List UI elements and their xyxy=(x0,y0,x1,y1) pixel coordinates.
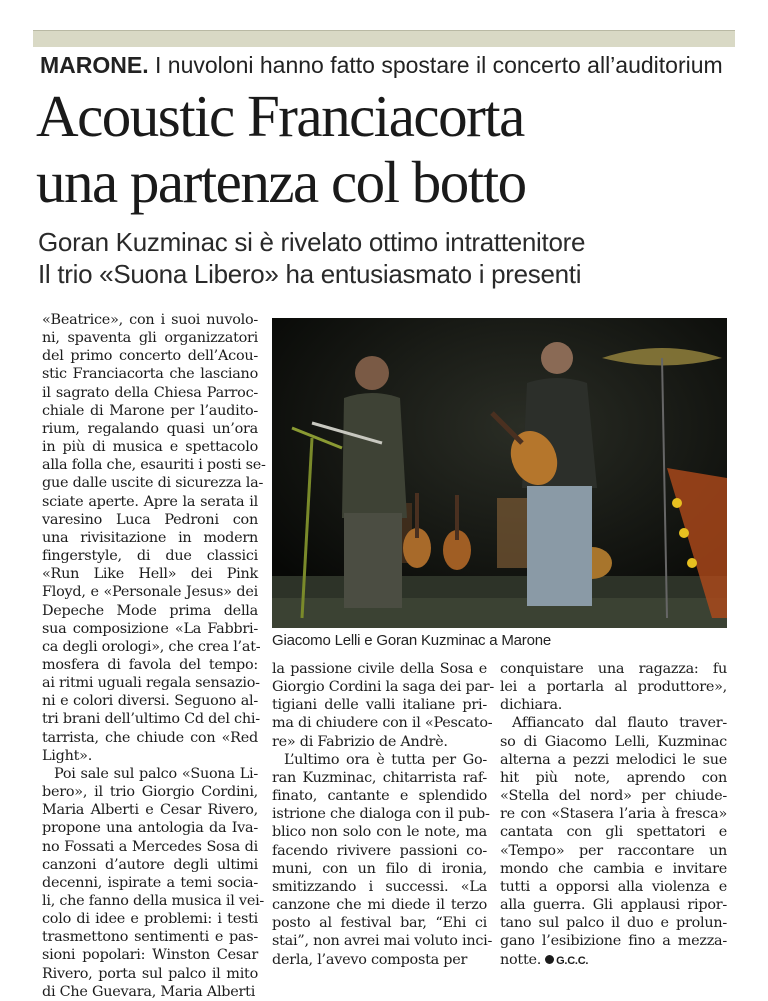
text-line: smitizzando i successi. «La xyxy=(272,878,487,895)
text-line: mosfera di favola del tempo: xyxy=(42,656,258,673)
text-line: derla, l’avevo composta per xyxy=(272,951,468,968)
text-line: una rivisitazione in modern xyxy=(42,529,258,546)
text-line: no Fossati a Mercedes Sosa di xyxy=(42,838,258,855)
text-line: rium, regalando quasi un’ora xyxy=(42,420,258,437)
text-line: notte. xyxy=(500,951,542,968)
text-line: alla guerra. Gli applausi ripor- xyxy=(500,897,727,914)
text-line: ca degli orologi», che crea l’at- xyxy=(42,638,261,655)
text-line: la passione civile della Sosa e xyxy=(272,661,487,677)
text-line: mondo che cambia e invitare xyxy=(500,860,727,877)
text-line: Poi sale sul palco «Suona Li- xyxy=(54,765,258,782)
text-line: «Stella del nord» per chiude- xyxy=(500,788,727,805)
text-line: hit più note, aprendo con xyxy=(500,769,727,786)
bullet-dot-icon xyxy=(545,955,554,964)
header-rule-bar xyxy=(33,30,735,47)
text-line: ni e colori diversi. Seguono al- xyxy=(42,693,258,710)
text-line: del primo concerto dell’Acou- xyxy=(42,348,258,365)
headline-line-2: una partenza col botto xyxy=(36,149,526,215)
text-line: re» di Fabrizio de Andrè. xyxy=(272,733,448,750)
text-line: alla folla che, esauriti i posti se- xyxy=(42,457,266,474)
text-line: sioni popolari: Winston Cesar xyxy=(42,947,258,964)
text-line: posto al festival bar, “Ehi ci xyxy=(272,915,487,932)
photo-caption: Giacomo Lelli e Goran Kuzminac a Marone xyxy=(272,632,552,649)
text-line: finato, cantante e splendido xyxy=(272,788,487,805)
text-line: sua composizione «La Fabbri- xyxy=(42,620,258,637)
text-line: tarrista, che chiude con «Red xyxy=(42,729,258,746)
headline-line-1: Acoustic Franciacorta xyxy=(36,83,524,149)
text-line: ni, spaventa gli organizzatori xyxy=(42,330,258,347)
text-line: ai ritmi uguali regala sensazio- xyxy=(42,675,260,692)
text-line: facendo rivivere passioni co- xyxy=(272,842,487,859)
text-line: conquistare una ragazza: fu xyxy=(500,661,727,677)
text-line: decenni, ispirate a temi socia- xyxy=(42,874,258,891)
subheadline xyxy=(38,226,738,290)
text-line: dichiara. xyxy=(500,697,563,714)
text-line: trasmettono sentimenti e pas- xyxy=(42,929,258,946)
text-line: Light». xyxy=(42,747,93,764)
text-line: li, che fanno della musica il vei- xyxy=(42,893,265,909)
text-line: Maria Alberti e Cesar Rivero, xyxy=(42,802,258,819)
author-signature: G.C.C. xyxy=(556,954,589,967)
text-line: di Che Guevara, Maria Alberti xyxy=(42,983,256,1000)
text-line: bero», il trio Giorgio Cordini, xyxy=(42,784,258,801)
text-line: ran Kuzminac, chitarrista raf- xyxy=(272,769,487,786)
text-line: Affiancato dal flauto traver- xyxy=(512,715,727,732)
text-line: lei a portarla al produttore», xyxy=(500,679,727,696)
concert-stage-illustration xyxy=(272,318,727,628)
kicker-place: MARONE. xyxy=(40,52,149,78)
kicker-text: I nuvoloni hanno fatto spostare il concerto all’auditorium xyxy=(148,52,723,78)
kicker xyxy=(40,52,723,79)
text-line: istrione che dialoga con il pub- xyxy=(272,806,490,823)
text-line: tigiani delle valli italiane pri- xyxy=(272,697,487,714)
article-column-3 xyxy=(500,660,727,970)
text-line: Floyd, e «Personale Jesus» dei xyxy=(42,584,258,601)
text-line: colo di idee e problemi: i testi xyxy=(42,911,258,928)
text-line: chiale di Marone per l’audito- xyxy=(42,402,258,419)
text-line: fingerstyle, di due classici xyxy=(42,548,258,565)
text-line: re con «Stasera l’aria à fresca» xyxy=(500,806,727,823)
text-line: «Beatrice», con i suoi nuvolo- xyxy=(42,312,258,328)
text-line: Depeche Mode prima della xyxy=(42,602,258,619)
text-line: ma di chiudere con il «Pescato- xyxy=(272,715,493,732)
subheadline-line-1: Goran Kuzminac si è rivelato ottimo intrattenitore xyxy=(38,227,586,257)
text-line: propone una antologia da Iva- xyxy=(42,820,258,837)
subheadline-line-2: Il trio «Suona Libero» ha entusiasmato i presenti xyxy=(38,259,582,289)
text-line: cantata con gli spettatori e xyxy=(500,824,727,841)
text-line: alterna a pezzi melodici le sue xyxy=(500,751,727,768)
text-line: in più di musica e spettacolo xyxy=(42,439,258,456)
article-column-2 xyxy=(272,660,495,969)
text-line: stai”, non avrei mai voluto inci- xyxy=(272,933,493,950)
text-line: canzoni d’autore degli ultimi xyxy=(42,856,258,873)
text-line: canzone che mi diede il terzo xyxy=(272,897,487,914)
text-line: tri brani dell’ultimo Cd del chi- xyxy=(42,711,260,728)
text-line: so di Giacomo Lelli, Kuzminac xyxy=(500,733,727,750)
text-line: L’ultimo ora è tutta per Go- xyxy=(284,751,487,768)
text-line: tano sul palco il duo e prolun- xyxy=(500,915,727,932)
article-column-1 xyxy=(42,311,266,1001)
text-line: Giorgio Cordini la saga dei par- xyxy=(272,679,495,696)
text-line: gue dalle uscite di sicurezza la- xyxy=(42,475,264,492)
text-line: sciate aperte. Apre la serata il xyxy=(42,493,258,510)
text-line: tutti a opporsi alla violenza e xyxy=(500,878,727,895)
text-line: muni, con un filo di ironia, xyxy=(272,860,487,877)
headline xyxy=(36,83,736,215)
text-line: Rivero, porta sul palco il mito xyxy=(42,965,258,982)
closing-line xyxy=(500,951,727,970)
text-line: varesino Luca Pedroni con xyxy=(42,511,258,528)
text-line: gano l’esibizione fino a mezza- xyxy=(500,933,727,950)
text-line: «Tempo» per raccontare un xyxy=(500,842,727,859)
text-line: il sagrato della Chiesa Parroc- xyxy=(42,384,258,401)
text-line: «Run Like Hell» dei Pink xyxy=(42,566,258,583)
text-line: blico non solo con le note, ma xyxy=(272,824,487,841)
text-line: stic Franciacorta che lasciano xyxy=(42,366,258,383)
concert-photo xyxy=(272,318,727,628)
